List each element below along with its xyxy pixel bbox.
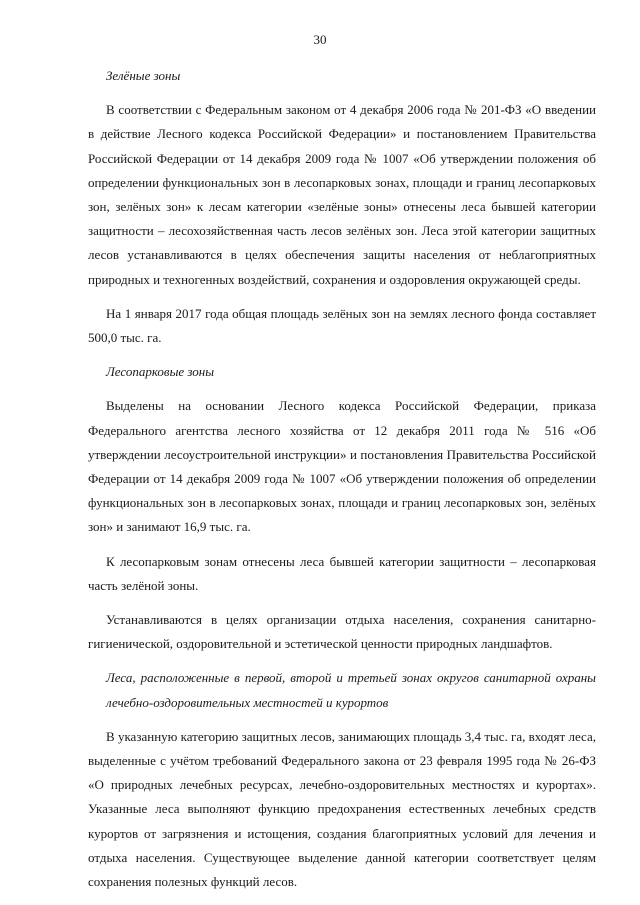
section-forest-park-zones [88,360,596,656]
section-heading-forest-park-zones: Лесопарковые зоны [106,364,215,380]
section-sanitary-zones [88,666,596,894]
paragraph-sanitary-zones: В указанную категорию защитных лесов, занимающих площадь 3,4 тыс. га, входят леса, выделенные с учётом требований Федерального закона от 23 февраля 1995 года № 26-ФЗ «О природных лечебных ресурсах, лечебно-оздоровительных местностях и курортах». Указанные леса выполняют функцию предохранения естественных лечебных средств курортов от загрязнения и истощения, создания благоприятных условий для лечения и отдыха населения. Существующее выделение данной категории соответствует целям сохранения полезных функций лесов. [88,728,596,890]
paragraph-green-zones-law: В соответствии с Федеральным законом от 4 декабря 2006 года № 201-ФЗ «О введении в действие Лесного кодекса Российской Федерации» и постановлением Правительства Российской Федерации от 14 декабря 2009 года № 1007 «Об утверждении положения об определении функциональных зон в лесопарковых зонах, площади и границ лесопарковых зон, зелёных зон» к лесам категории «зелёные зоны» отнесены леса бывшей категории защитности – лесохозяйственная часть лесов зелёных зон. Леса этой категории защитных лесов устанавливаются в целях обеспечения защиты населения от неблагоприятных природных и техногенных воздействий, сохранения и оздоровления окружающей среды. [88,102,596,287]
section-heading-sanitary-zones: Леса, расположенные в первой, второй и третьей зонах округов санитарной охраны лечебно-оздоровительных местностей и курортов [106,670,596,710]
page-number: 30 [313,32,327,47]
section-heading-green-zones: Зелёные зоны [106,68,181,83]
paragraph-forest-park-basis: Выделены на основании Лесного кодекса Российской Федерации, приказа Федерального агентства лесного хозяйства от 12 декабря 2011 года № 516 «Об утверждении лесоустроительной инструкции» и постановления Правительства Российской Федерации от 14 декабря 2009 года № 1007 «Об утверждении положения об определении функциональных зон в лесопарковых зонах, площади и границ лесопарковых зон, зелёных зон» и занимают 16,9 тыс. га. [88,398,596,535]
paragraph-forest-park-assignment: К лесопарковым зонам отнесены леса бывшей категории защитности – лесопарковая часть зелёной зоны. [88,553,596,593]
section-green-zones [88,64,596,350]
paragraph-green-zones-area: На 1 января 2017 года общая площадь зелёных зон на землях лесного фонда составляет 500,0 тыс. га. [88,305,596,346]
document-body [88,64,596,904]
paragraph-forest-park-purpose: Устанавливаются в целях организации отдыха населения, сохранения санитарно-гигиенической, оздоровительной и эстетической ценности природных ландшафтов. [88,612,596,652]
